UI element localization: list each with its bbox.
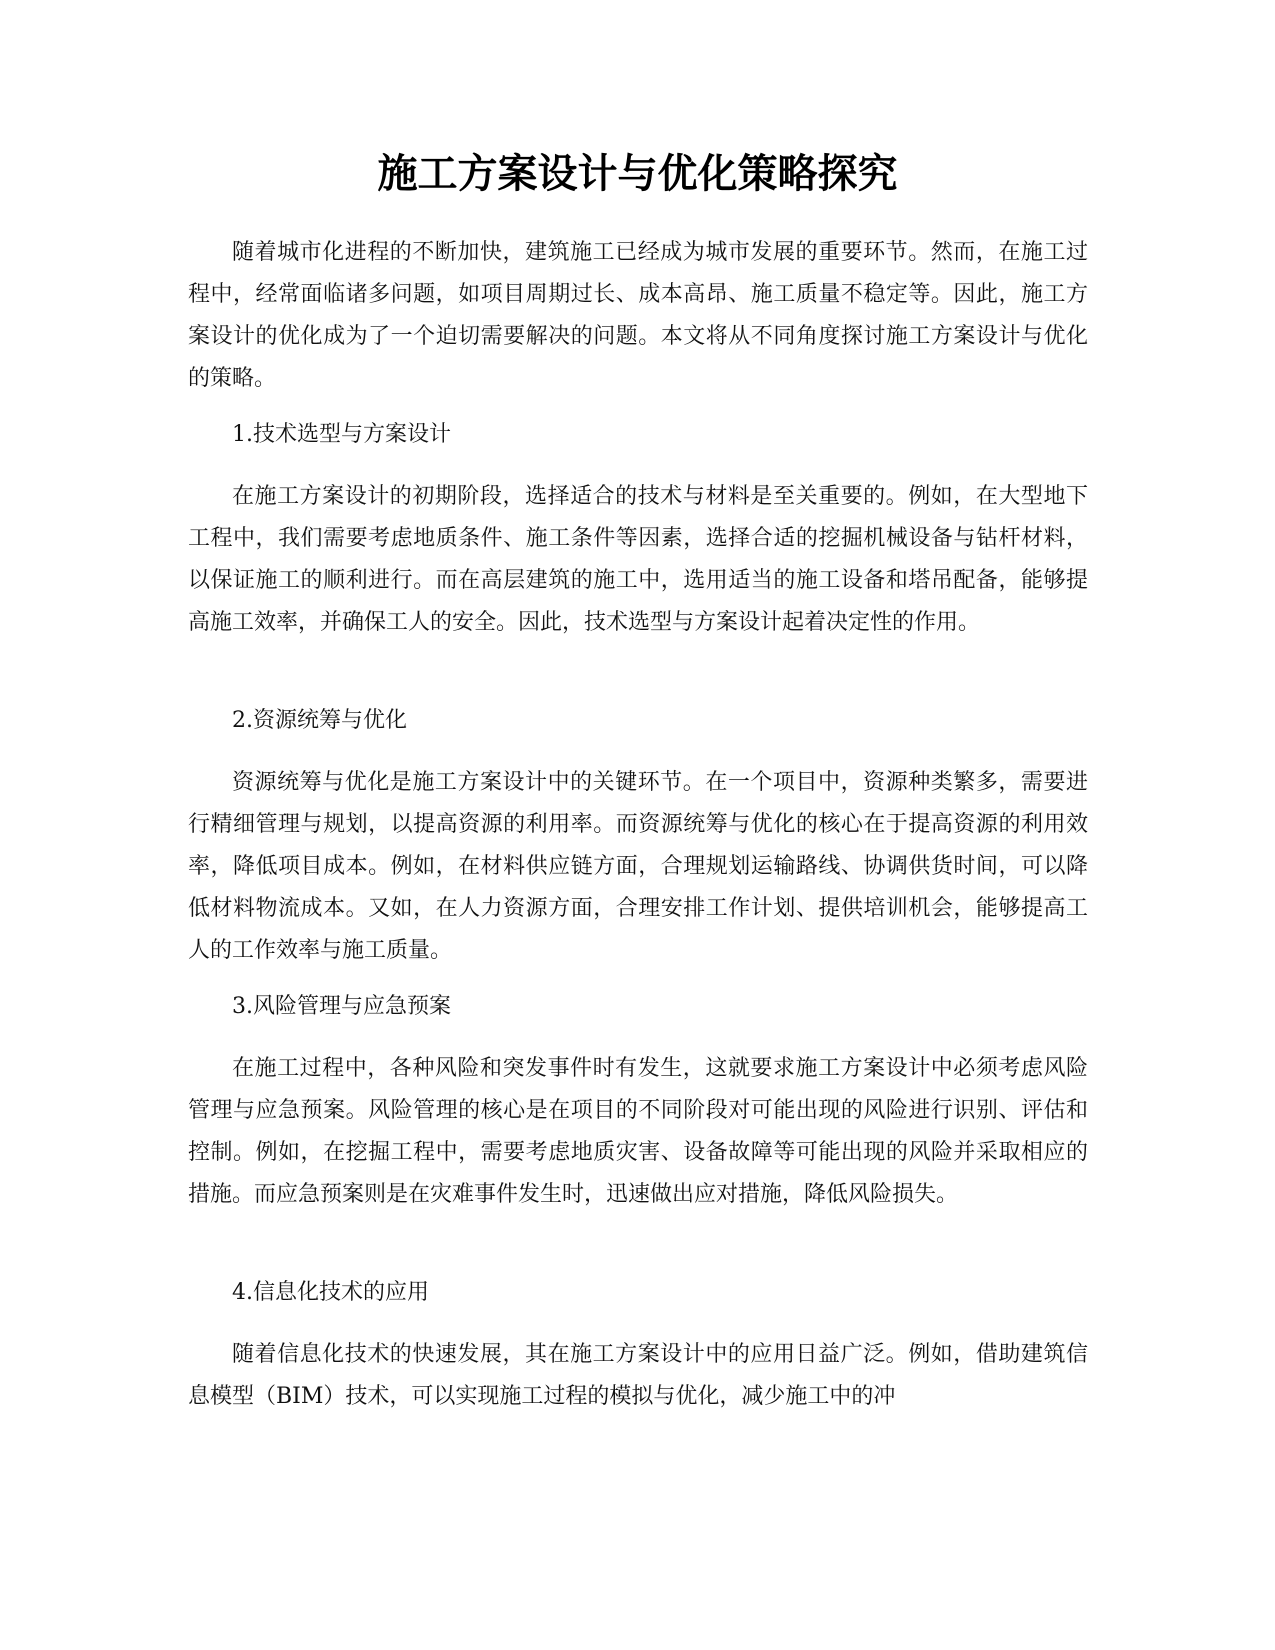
section-body-2: 资源统筹与优化是施工方案设计中的关键环节。在一个项目中，资源种类繁多，需要进行精细管理与规划，以提高资源的利用率。而资源统筹与优化的核心在于提高资源的利用效率，降低项目成本。例如，在材料供应链方面，合理规划运输路线、协调供货时间，可以降低材料物流成本。又如，在人力资源方面，合理安排工作计划、提供培训机会，能够提高工人的工作效率与施工质量。 <box>188 770 1088 963</box>
section-body-3: 在施工过程中，各种风险和突发事件时有发生，这就要求施工方案设计中必须考虑风险管理与应急预案。风险管理的核心是在项目的不同阶段对可能出现的风险进行识别、评估和控制。例如，在挖掘工程中，需要考虑地质灾害、设备故障等可能出现的风险并采取相应的措施。而应急预案则是在灾难事件发生时，迅速做出应对措施，降低风险损失。 <box>188 1056 1088 1207</box>
section-heading-1: 1.技术选型与方案设计 <box>232 422 451 447</box>
section-heading-3: 3.风险管理与应急预案 <box>232 994 451 1019</box>
document-title: 施工方案设计与优化策略探究 <box>377 151 898 197</box>
section-heading-2: 2.资源统筹与优化 <box>232 708 407 733</box>
section-body-1: 在施工方案设计的初期阶段，选择适合的技术与材料是至关重要的。例如，在大型地下工程中，我们需要考虑地质条件、施工条件等因素，选择合适的挖掘机械设备与钻杆材料，以保证施工的顺利进行。而在高层建筑的施工中，选用适当的施工设备和塔吊配备，能够提高施工效率，并确保工人的安全。因此，技术选型与方案设计起着决定性的作用。 <box>188 484 1088 635</box>
section-body-4: 随着信息化技术的快速发展，其在施工方案设计中的应用日益广泛。例如，借助建筑信息模型（BIM）技术，可以实现施工过程的模拟与优化，减少施工中的冲 <box>188 1342 1088 1409</box>
section-heading-4: 4.信息化技术的应用 <box>232 1280 429 1305</box>
intro-paragraph: 随着城市化进程的不断加快，建筑施工已经成为城市发展的重要环节。然而，在施工过程中，经常面临诸多问题，如项目周期过长、成本高昂、施工质量不稳定等。因此，施工方案设计的优化成为了一个迫切需要解决的问题。本文将从不同角度探讨施工方案设计与优化的策略。 <box>188 240 1088 391</box>
